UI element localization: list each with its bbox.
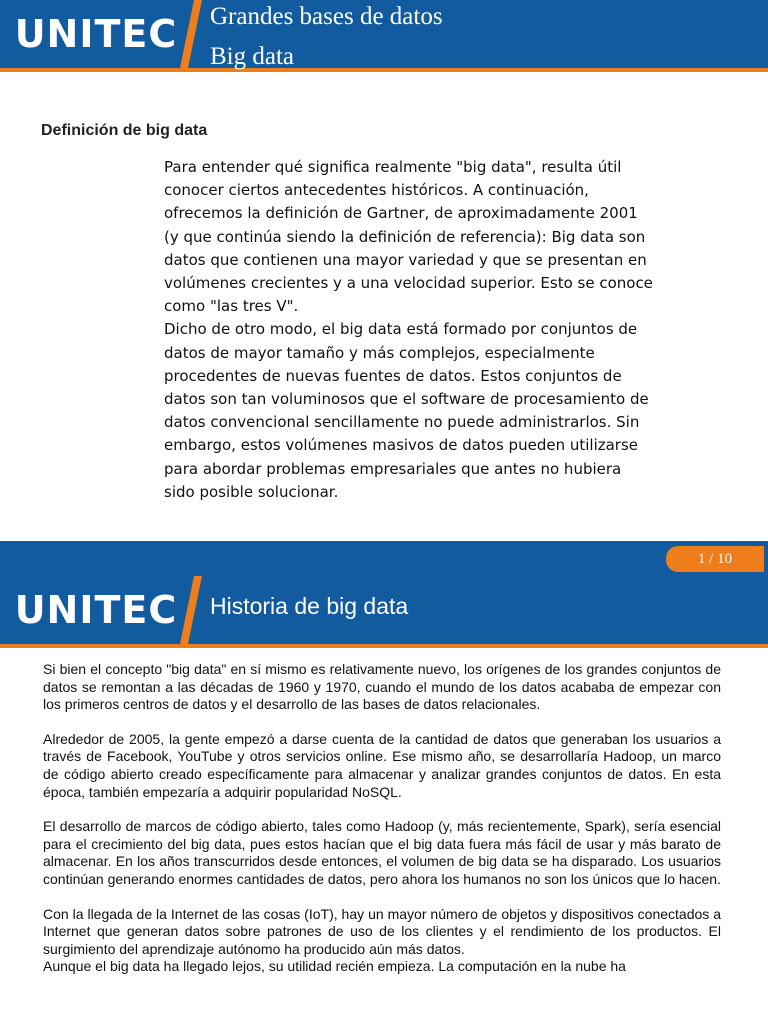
paragraph: Con la llegada de la Internet de las cosas (IoT), hay un mayor número de objetos y dispositivos conectados a Internet que generan datos sobre patrones de uso de los clientes y el rendimiento de los productos. El surgimiento del aprendizaje autónomo ha producido aún más datos.	[43, 905, 721, 957]
paragraph: Si bien el concepto "big data" en sí mismo es relativamente nuevo, los orígenes de los grandes conjuntos de datos se remontan a las décadas de 1960 y 1970, cuando el mundo de los datos acababa de empezar con los primeros centros de datos y el desarrollo de las bases de datos relacionales.	[43, 661, 721, 713]
slide-2	[0, 541, 768, 1024]
paragraph: El desarrollo de marcos de código abierto, tales como Hadoop (y, más recientemente, Spark), sería esencial para el crecimiento del big data, pues estos hacían que el big data fuera más fácil de usar y más barato de almacenar. En los años transcurridos desde entonces, el volumen de big data se ha disparado. Los usuarios continúan generando enormes cantidades de datos, pero ahora los humanos no son los únicos que lo hacen.	[43, 818, 721, 887]
slide-title	[210, 576, 408, 644]
title-text: Historia de big data	[210, 593, 409, 619]
paragraph: Para entender qué significa realmente "big data", resulta útil conocer ciertos antecedentes históricos. A continuación, ofrecemos la definición de Gartner, de aproximadamente 2001 (y que continúa siendo la definición de referencia): Big data son datos que contienen una mayor variedad y que se presentan en volúmenes crecientes y a una velocidad superior. Esto se conoce como "las tres V".	[164, 158, 653, 316]
header-slash-divider	[180, 0, 202, 68]
paragraph: Dicho de otro modo, el big data está formado por conjuntos de datos de mayor tamaño y más complejos, especialmente procedentes de nuevas fuentes de datos. Estos conjuntos de datos son tan voluminosos que el software de procesamiento de datos convencional sencillamente no puede administrarlos. Sin embargo, estos volúmenes masivos de datos pueden utilizarse para abordar problemas empresariales que antes no hubiera sido posible solucionar.	[164, 320, 649, 501]
definition-text	[164, 156, 654, 504]
unitec-logo: UNITEC	[14, 588, 178, 632]
history-text	[43, 661, 721, 993]
slide-top-bar	[0, 541, 768, 576]
unitec-logo: UNITEC	[14, 12, 178, 56]
title-line-1: Grandes bases de datos	[210, 3, 443, 30]
page-indicator: 1 / 10	[666, 546, 764, 572]
slide-title	[210, 0, 443, 68]
paragraph: Alrededor de 2005, la gente empezó a darse cuenta de la cantidad de datos que generaban los usuarios a través de Facebook, YouTube y otros servicios online. Ese mismo año, se desarrollaría Hadoop, un marco de código abierto creado específicamente para almacenar y analizar grandes conjuntos de datos. En esta época, también empezaría a adquirir popularidad NoSQL.	[43, 730, 721, 800]
slide-header	[0, 0, 768, 72]
slide-header	[0, 576, 768, 648]
section-heading: Definición de big data	[41, 122, 208, 139]
paragraph: Aunque el big data ha llegado lejos, su utilidad recién empieza. La computación en la nube ha	[43, 958, 626, 975]
header-slash-divider	[180, 576, 202, 644]
title-line-2: Big data	[210, 43, 295, 70]
